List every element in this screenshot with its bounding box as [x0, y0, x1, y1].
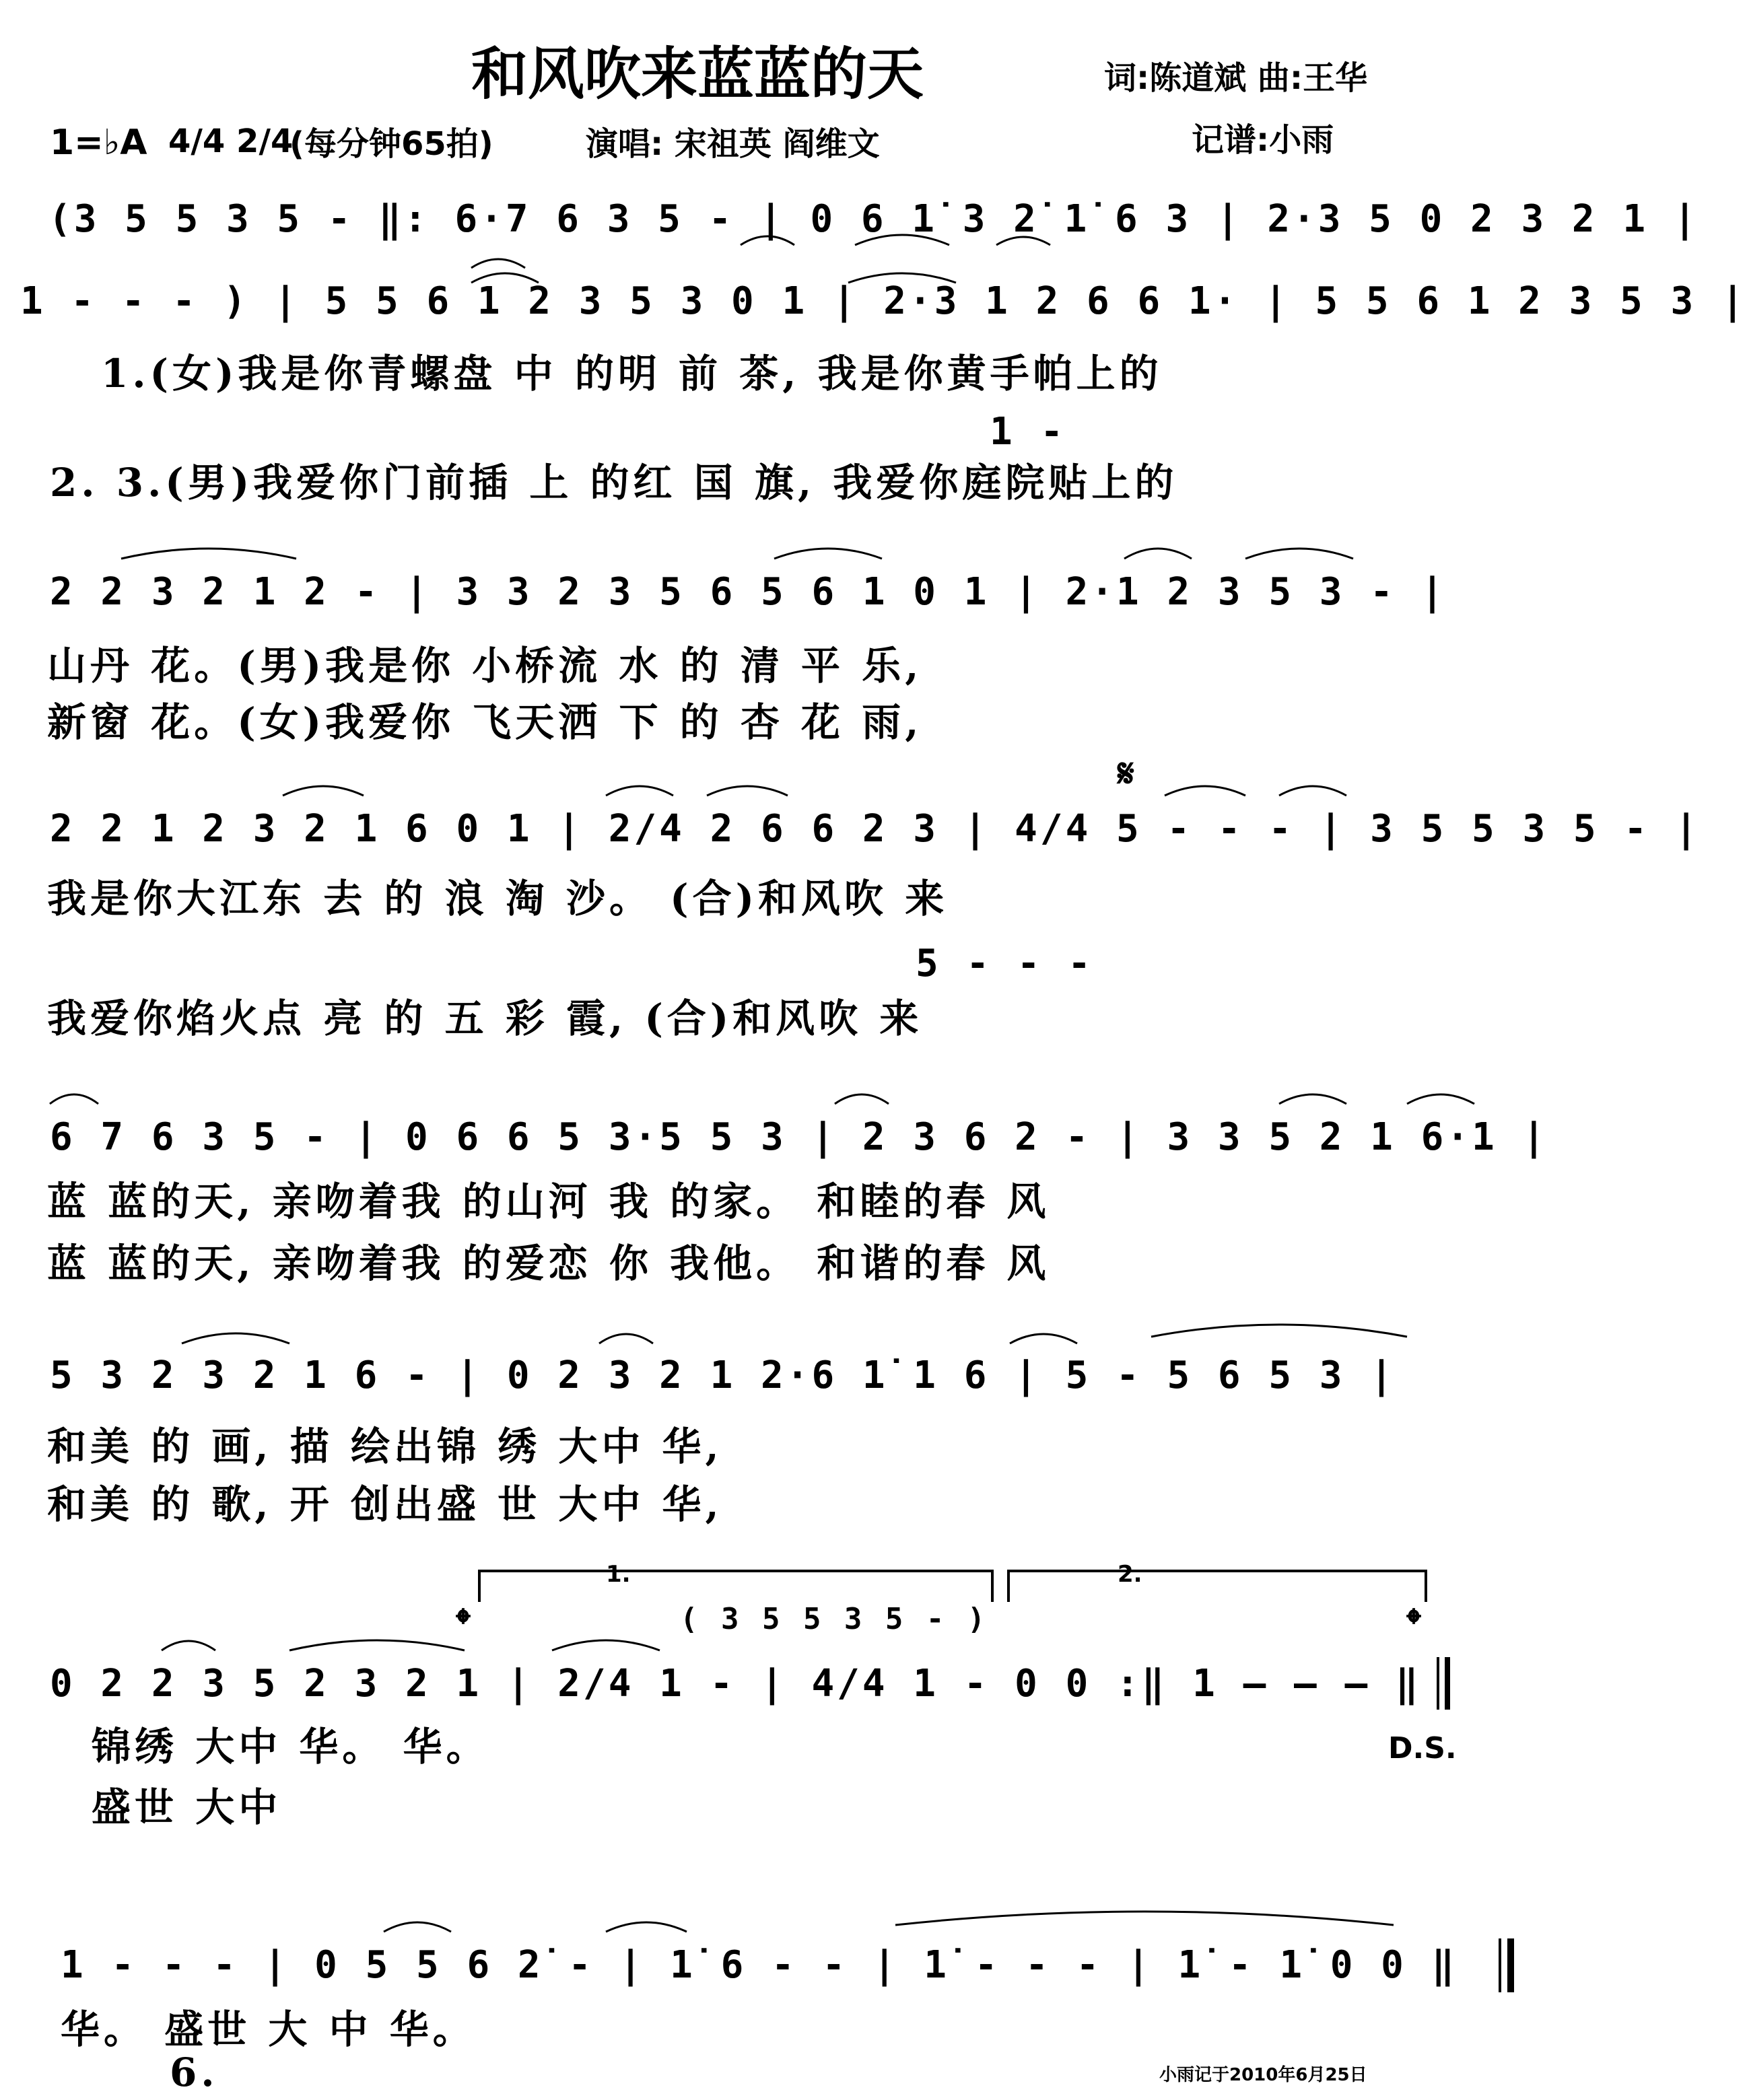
coda-mark-2: 𝄌: [1407, 1600, 1421, 1646]
tempo-marking: (每分钟65拍): [289, 125, 493, 163]
key-signature: 1=♭A: [50, 123, 147, 163]
lyrics-line2a: 山丹 花。(男)我是你 小桥流 水 的 清 平 乐,: [47, 643, 923, 689]
lyrics-line6b: 盛世 大中: [92, 1784, 282, 1830]
singers: 演唱: 宋祖英 阎维文: [586, 125, 880, 163]
lyrics-line7: 华。 盛世 大 中 华。: [61, 2006, 476, 2052]
volta-brackets: [479, 1571, 1426, 1602]
transcriber: 记谱:小雨: [1192, 121, 1334, 159]
melody-line-7: 0 2 2 3 5 2 3 2 1 | 2/4 1 - | 4/4 1 - 0 0 :‖ 1 — — — ‖: [50, 1662, 1421, 1706]
lyrics-line5a: 和美 的 画, 描 绘出锦 绣 大中 华,: [47, 1424, 723, 1469]
ds-mark: D.S.: [1388, 1731, 1457, 1765]
segno-mark: 𝄋: [1118, 750, 1134, 796]
lyrics-line3a: 我是你大江东 去 的 浪 淘 沙。 (合)和风吹 来: [47, 876, 949, 921]
date-note: 小雨记于2010年6月25日: [1159, 2065, 1367, 2085]
coda-mark-1: 𝄌: [456, 1600, 471, 1646]
volta-1-label: 1.: [606, 1561, 631, 1588]
lyrics-line5b: 和美 的 歌, 开 创出盛 世 大中 华,: [47, 1481, 723, 1527]
final-barlines: [1438, 1657, 1511, 1992]
grace-note-line: 5 - - -: [916, 942, 1094, 985]
intro-inset-notes: ( 3 5 5 3 5 - ): [680, 1602, 988, 1636]
lyrics-verse2-line1: 2. 3.(男)我爱你门前插 上 的红 国 旗, 我爱你庭院贴上的: [50, 460, 1178, 505]
lyrics-line2b: 新窗 花。(女)我爱你 飞天洒 下 的 杏 花 雨,: [47, 699, 923, 745]
page-number: 6.: [170, 2050, 219, 2095]
melody-line-8: 1 - - - | 0 5 5 6 2̇ - | 1̇ 6 - - | 1̇ - - - | 1̇ - 1̇ 0 0 ‖: [61, 1943, 1458, 1987]
credits: 词:陈道斌 曲:王华: [1104, 59, 1368, 97]
melody-line-2: 1 - - - ) | 5 5 6 1 2 3 5 3 0 1 | 2·3 1 2 6 6 1· | 5 5 6 1 2 3 5 3 |: [20, 279, 1747, 323]
slurs: [50, 235, 1474, 1932]
lyrics-verse1-line1: 1.(女)我是你青螺盘 中 的明 前 茶, 我是你黄手帕上的: [101, 351, 1163, 396]
melody-line-5: 6 7 6 3 5 - | 0 6 6 5 3·5 5 3 | 2 3 6 2 - | 3 3 5 2 1 6·1 |: [50, 1115, 1548, 1159]
melody-line-3: 2 2 3 2 1 2 - | 3 3 2 3 5 6 5 6 1 0 1 | 2·1 2 3 5 3 - |: [50, 570, 1447, 614]
melody-line-1: (3 5 5 3 5 - ‖: 6·7 6 3 5 - | 0 6 1̇ 3 2̇ 1̇ 6 3 | 2·3 5 0 2 3 2 1 |: [48, 197, 1699, 241]
lyrics-line4a: 蓝 蓝的天, 亲吻着我 的山河 我 的家。 和睦的春 风: [47, 1179, 1050, 1224]
melody-line-6: 5 3 2 3 2 1 6 - | 0 2 3 2 1 2·6 1̇ 1 6 | 5 - 5 6 5 3 |: [50, 1354, 1396, 1397]
song-title: 和风吹来蓝蓝的天: [471, 40, 924, 107]
lyrics-line6a: 锦绣 大中 华。 华。: [92, 1724, 489, 1770]
time-signature: 4/4 2/4: [168, 123, 294, 160]
volta-2-label: 2.: [1118, 1561, 1142, 1588]
lyrics-line3b: 我爱你焰火点 亮 的 五 彩 霞, (合)和风吹 来: [47, 995, 923, 1041]
alt-bar-notes: 1 -: [990, 410, 1066, 454]
lyrics-line4b: 蓝 蓝的天, 亲吻着我 的爱恋 你 我他。 和谐的春 风: [47, 1240, 1050, 1286]
melody-line-4: 2 2 1 2 3 2 1 6 0 1 | 2/4 2 6 6 2 3 | 4/4 5 - - - | 3 5 5 3 5 - |: [50, 807, 1701, 851]
